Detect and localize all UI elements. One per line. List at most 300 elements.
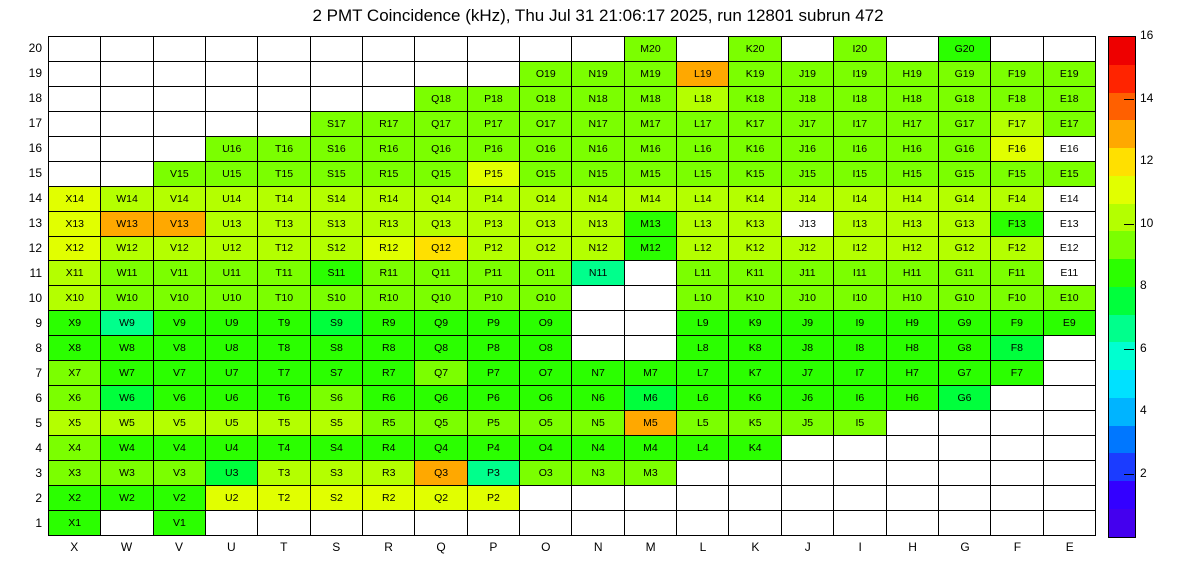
heatmap-cell-empty <box>467 510 519 535</box>
heatmap-cell: Q2 <box>415 485 467 510</box>
heatmap-cell: V5 <box>153 411 205 436</box>
heatmap-cell-empty <box>834 510 886 535</box>
heatmap-cell: S15 <box>310 161 362 186</box>
heatmap-cell-empty <box>258 111 310 136</box>
heatmap-cell: T12 <box>258 236 310 261</box>
heatmap-row <box>49 61 1096 86</box>
heatmap-cell: L11 <box>677 261 729 286</box>
heatmap-table <box>48 36 1096 536</box>
heatmap-cell: X13 <box>49 211 101 236</box>
heatmap-cell-empty <box>886 411 938 436</box>
colorbar-segment <box>1109 176 1135 204</box>
heatmap-cell: W4 <box>101 436 153 461</box>
heatmap-cell-empty <box>101 86 153 111</box>
heatmap-cell: G20 <box>938 37 990 62</box>
heatmap-cell: I20 <box>834 37 886 62</box>
heatmap-cell: T6 <box>258 386 310 411</box>
heatmap-cell: P12 <box>467 236 519 261</box>
heatmap-cell-empty <box>938 436 990 461</box>
heatmap-cell: S5 <box>310 411 362 436</box>
heatmap-cell: R13 <box>363 211 415 236</box>
heatmap-cell: S2 <box>310 485 362 510</box>
heatmap-cell-empty <box>938 460 990 485</box>
heatmap-cell-empty <box>415 61 467 86</box>
colorbar-segment <box>1109 370 1135 398</box>
heatmap-cell: L12 <box>677 236 729 261</box>
heatmap-cell-empty <box>886 460 938 485</box>
colorbar-segment <box>1109 426 1135 454</box>
heatmap-cell-empty <box>258 37 310 62</box>
heatmap-cell: F17 <box>991 111 1043 136</box>
heatmap-cell: U7 <box>206 361 258 386</box>
heatmap-cell: M18 <box>624 86 676 111</box>
heatmap-cell-empty <box>624 261 676 286</box>
colorbar-tick-label: 4 <box>1140 403 1147 417</box>
heatmap-cell-empty <box>1043 485 1095 510</box>
colorbar-tick-label: 8 <box>1140 278 1147 292</box>
heatmap-cell: R14 <box>363 186 415 211</box>
page-title: 2 PMT Coincidence (kHz), Thu Jul 31 21:06:17 2025, run 12801 subrun 472 <box>312 6 884 25</box>
heatmap-cell: J14 <box>781 186 833 211</box>
heatmap-row <box>49 211 1096 236</box>
heatmap-cell: H13 <box>886 211 938 236</box>
heatmap-cell-empty <box>258 510 310 535</box>
colorbar-tick-label: 14 <box>1140 90 1154 105</box>
heatmap-cell-empty <box>101 37 153 62</box>
y-axis-tick-label: 10 <box>28 290 42 305</box>
heatmap-cell: F8 <box>991 336 1043 361</box>
heatmap-row <box>49 510 1096 535</box>
heatmap-cell-empty <box>101 61 153 86</box>
heatmap-cell: J15 <box>781 161 833 186</box>
heatmap-cell-empty <box>363 510 415 535</box>
heatmap-cell: P16 <box>467 136 519 161</box>
heatmap-cell: W11 <box>101 261 153 286</box>
heatmap-cell: T4 <box>258 436 310 461</box>
heatmap-cell: X9 <box>49 311 101 336</box>
heatmap-cell: P8 <box>467 336 519 361</box>
heatmap-cell: K15 <box>729 161 781 186</box>
heatmap-cell-empty <box>520 485 572 510</box>
heatmap-cell-empty <box>624 336 676 361</box>
heatmap-cell: R5 <box>363 411 415 436</box>
heatmap-cell: M17 <box>624 111 676 136</box>
heatmap-cell: L5 <box>677 411 729 436</box>
colorbar-tick-label: 2 <box>1140 465 1147 480</box>
heatmap-cell: O13 <box>520 211 572 236</box>
heatmap-cell: S14 <box>310 186 362 211</box>
heatmap-cell: L4 <box>677 436 729 461</box>
heatmap-cell: S4 <box>310 436 362 461</box>
y-axis-tick-label: 2 <box>35 490 42 505</box>
x-axis-tick-label: X <box>70 540 79 554</box>
x-axis-tick-label: V <box>174 540 183 554</box>
heatmap-cell: V7 <box>153 361 205 386</box>
heatmap-cell-empty <box>153 111 205 136</box>
heatmap-cell: K19 <box>729 61 781 86</box>
heatmap-row <box>49 236 1096 261</box>
heatmap-cell: G19 <box>938 61 990 86</box>
heatmap-cell: U14 <box>206 186 258 211</box>
heatmap-cell: V8 <box>153 336 205 361</box>
heatmap-cell: M16 <box>624 136 676 161</box>
heatmap-cell: G9 <box>938 311 990 336</box>
heatmap-cell-empty <box>415 37 467 62</box>
heatmap-cell: S10 <box>310 286 362 311</box>
heatmap-cell-empty <box>49 61 101 86</box>
heatmap-cell: O18 <box>520 86 572 111</box>
heatmap-cell: N15 <box>572 161 624 186</box>
heatmap-cell-empty <box>49 86 101 111</box>
colorbar-segment <box>1109 120 1135 148</box>
x-axis-tick-label: R <box>384 540 393 554</box>
heatmap-cell: U9 <box>206 311 258 336</box>
heatmap-cell: K13 <box>729 211 781 236</box>
heatmap-cell-empty <box>834 436 886 461</box>
heatmap-cell: I7 <box>834 361 886 386</box>
heatmap-cell: J17 <box>781 111 833 136</box>
heatmap-cell: F15 <box>991 161 1043 186</box>
heatmap-cell: J19 <box>781 61 833 86</box>
colorbar-tick-label: 16 <box>1140 28 1154 42</box>
heatmap-cell: P3 <box>467 460 519 485</box>
x-axis-tick-label: L <box>699 540 707 554</box>
heatmap-cell: P2 <box>467 485 519 510</box>
heatmap-cell: G8 <box>938 336 990 361</box>
heatmap-cell: X11 <box>49 261 101 286</box>
heatmap-cell-empty <box>781 460 833 485</box>
heatmap-cell: W10 <box>101 286 153 311</box>
heatmap-cell: F18 <box>991 86 1043 111</box>
heatmap-cell: H19 <box>886 61 938 86</box>
heatmap-cell: E19 <box>1043 61 1095 86</box>
heatmap-cell: K4 <box>729 436 781 461</box>
heatmap-cell: U11 <box>206 261 258 286</box>
heatmap-cell: P15 <box>467 161 519 186</box>
heatmap-cell-empty <box>572 311 624 336</box>
heatmap-cell: R4 <box>363 436 415 461</box>
heatmap-row <box>49 386 1096 411</box>
heatmap-cell: K6 <box>729 386 781 411</box>
heatmap-cell: E11 <box>1043 261 1095 286</box>
x-axis-tick-label: K <box>751 540 760 554</box>
heatmap-cell: X1 <box>49 510 101 535</box>
heatmap-cell: Q18 <box>415 86 467 111</box>
heatmap-cell-empty <box>624 485 676 510</box>
heatmap-row <box>49 136 1096 161</box>
heatmap-cell: H15 <box>886 161 938 186</box>
heatmap-cell: H11 <box>886 261 938 286</box>
heatmap-cell: Q5 <box>415 411 467 436</box>
heatmap-cell: X3 <box>49 460 101 485</box>
heatmap-cell: Q16 <box>415 136 467 161</box>
heatmap-cell-empty <box>624 286 676 311</box>
heatmap-cell-empty <box>1043 386 1095 411</box>
heatmap-cell-empty <box>991 37 1043 62</box>
heatmap-cell: W7 <box>101 361 153 386</box>
heatmap-cell: J8 <box>781 336 833 361</box>
heatmap-cell: P6 <box>467 386 519 411</box>
heatmap-cell-empty <box>206 86 258 111</box>
heatmap-cell: E18 <box>1043 86 1095 111</box>
heatmap-cell: U13 <box>206 211 258 236</box>
heatmap-cell-empty <box>206 510 258 535</box>
heatmap-cell: E14 <box>1043 186 1095 211</box>
heatmap-cell: V10 <box>153 286 205 311</box>
heatmap-cell-empty <box>781 510 833 535</box>
x-axis-tick-label: H <box>908 540 917 554</box>
x-axis-tick-label: P <box>489 540 498 554</box>
y-axis-tick-label: 12 <box>28 240 42 255</box>
heatmap-cell: L15 <box>677 161 729 186</box>
heatmap-cell-empty <box>572 286 624 311</box>
y-axis-tick-label: 6 <box>35 390 42 405</box>
heatmap-cell-empty <box>49 161 101 186</box>
heatmap-row <box>49 311 1096 336</box>
y-axis-tick-label: 13 <box>28 215 42 230</box>
heatmap-cell: W3 <box>101 460 153 485</box>
heatmap-cell: T14 <box>258 186 310 211</box>
colorbar-segment <box>1109 481 1135 509</box>
heatmap-cell: M7 <box>624 361 676 386</box>
heatmap-cell: K14 <box>729 186 781 211</box>
y-axis-tick-label: 15 <box>28 165 42 180</box>
heatmap-cell: Q17 <box>415 111 467 136</box>
x-axis-tick-label: S <box>332 540 341 554</box>
heatmap-cell: J9 <box>781 311 833 336</box>
heatmap-cell: E17 <box>1043 111 1095 136</box>
heatmap-row <box>49 336 1096 361</box>
heatmap-cell: R10 <box>363 286 415 311</box>
heatmap-cell: G17 <box>938 111 990 136</box>
heatmap-cell: W6 <box>101 386 153 411</box>
heatmap-cell: T11 <box>258 261 310 286</box>
heatmap-cell-empty <box>834 485 886 510</box>
heatmap-cell: U6 <box>206 386 258 411</box>
heatmap-cell: I17 <box>834 111 886 136</box>
heatmap-cell: V12 <box>153 236 205 261</box>
heatmap-cell: Q3 <box>415 460 467 485</box>
heatmap-cell-empty <box>991 386 1043 411</box>
heatmap-cell: Q7 <box>415 361 467 386</box>
heatmap-cell: O5 <box>520 411 572 436</box>
heatmap-cell: F13 <box>991 211 1043 236</box>
heatmap-cell: Q8 <box>415 336 467 361</box>
colorbar-segment <box>1109 398 1135 426</box>
heatmap-cell: L17 <box>677 111 729 136</box>
heatmap-cell: S16 <box>310 136 362 161</box>
heatmap-cell: I13 <box>834 211 886 236</box>
heatmap-cell: Q13 <box>415 211 467 236</box>
heatmap-cell: P11 <box>467 261 519 286</box>
heatmap-cell: T2 <box>258 485 310 510</box>
heatmap-cell: M6 <box>624 386 676 411</box>
heatmap-cell: T15 <box>258 161 310 186</box>
y-axis-tick-label: 5 <box>35 415 42 430</box>
heatmap-cell: H18 <box>886 86 938 111</box>
heatmap-cell: M3 <box>624 460 676 485</box>
heatmap-cell: H10 <box>886 286 938 311</box>
heatmap-cell-empty <box>729 460 781 485</box>
heatmap-cell: R3 <box>363 460 415 485</box>
heatmap-cell-empty <box>101 161 153 186</box>
heatmap-cell: W14 <box>101 186 153 211</box>
heatmap-cell-empty <box>1043 460 1095 485</box>
heatmap-cell: P18 <box>467 86 519 111</box>
heatmap-cell: N18 <box>572 86 624 111</box>
heatmap-grid <box>48 36 1096 536</box>
heatmap-cell-empty <box>310 510 362 535</box>
heatmap-cell-empty <box>834 460 886 485</box>
colorbar-segment <box>1109 342 1135 370</box>
heatmap-cell: F14 <box>991 186 1043 211</box>
heatmap-cell: Q6 <box>415 386 467 411</box>
heatmap-row <box>49 186 1096 211</box>
heatmap-cell: N3 <box>572 460 624 485</box>
heatmap-cell-empty <box>781 436 833 461</box>
colorbar-tick-label: 12 <box>1140 153 1154 167</box>
heatmap-cell: G7 <box>938 361 990 386</box>
heatmap-cell-empty <box>49 111 101 136</box>
heatmap-cell: N6 <box>572 386 624 411</box>
heatmap-cell: J6 <box>781 386 833 411</box>
heatmap-cell: N17 <box>572 111 624 136</box>
heatmap-cell-empty <box>363 37 415 62</box>
heatmap-cell: H9 <box>886 311 938 336</box>
heatmap-row <box>49 261 1096 286</box>
heatmap-cell: J16 <box>781 136 833 161</box>
heatmap-row <box>49 361 1096 386</box>
heatmap-cell: Q11 <box>415 261 467 286</box>
heatmap-cell: O14 <box>520 186 572 211</box>
heatmap-cell: I18 <box>834 86 886 111</box>
heatmap-cell-empty <box>938 411 990 436</box>
colorbar-tick-label: 6 <box>1140 340 1147 355</box>
heatmap-cell: P9 <box>467 311 519 336</box>
heatmap-cell: U12 <box>206 236 258 261</box>
heatmap-cell: L9 <box>677 311 729 336</box>
y-axis-tick-label: 7 <box>35 365 42 380</box>
heatmap-cell: W9 <box>101 311 153 336</box>
heatmap-cell-empty <box>49 37 101 62</box>
heatmap-cell: N16 <box>572 136 624 161</box>
heatmap-cell: T13 <box>258 211 310 236</box>
y-axis-tick-label: 16 <box>28 140 42 155</box>
heatmap-cell-empty <box>991 510 1043 535</box>
heatmap-cell-empty <box>258 86 310 111</box>
heatmap-cell: G6 <box>938 386 990 411</box>
heatmap-cell: X4 <box>49 436 101 461</box>
heatmap-cell: M14 <box>624 186 676 211</box>
heatmap-cell: V4 <box>153 436 205 461</box>
heatmap-cell: P10 <box>467 286 519 311</box>
heatmap-cell: G18 <box>938 86 990 111</box>
heatmap-cell: W5 <box>101 411 153 436</box>
heatmap-cell: N12 <box>572 236 624 261</box>
heatmap-cell: R8 <box>363 336 415 361</box>
heatmap-cell: R7 <box>363 361 415 386</box>
heatmap-cell-empty <box>467 37 519 62</box>
heatmap-cell: H17 <box>886 111 938 136</box>
heatmap-cell-empty <box>572 37 624 62</box>
heatmap-cell: S12 <box>310 236 362 261</box>
x-axis-tick-label: G <box>960 540 970 554</box>
heatmap-cell-empty <box>310 37 362 62</box>
heatmap-cell: E12 <box>1043 236 1095 261</box>
colorbar-tick <box>1124 349 1134 350</box>
heatmap-cell-empty <box>467 61 519 86</box>
heatmap-cell: S11 <box>310 261 362 286</box>
x-axis-tick-label: N <box>593 540 603 554</box>
heatmap-cell: G16 <box>938 136 990 161</box>
heatmap-cell: L6 <box>677 386 729 411</box>
heatmap-cell: P13 <box>467 211 519 236</box>
heatmap-cell: M20 <box>624 37 676 62</box>
heatmap-cell: N5 <box>572 411 624 436</box>
heatmap-cell: J10 <box>781 286 833 311</box>
heatmap-cell: O6 <box>520 386 572 411</box>
heatmap-cell-empty <box>153 136 205 161</box>
heatmap-cell: F19 <box>991 61 1043 86</box>
heatmap-cell: Q4 <box>415 436 467 461</box>
heatmap-cell-empty <box>938 485 990 510</box>
heatmap-cell-empty <box>153 61 205 86</box>
heatmap-cell: R15 <box>363 161 415 186</box>
heatmap-cell-empty <box>101 510 153 535</box>
heatmap-cell: L7 <box>677 361 729 386</box>
heatmap-cell: F12 <box>991 236 1043 261</box>
heatmap-cell: Q15 <box>415 161 467 186</box>
heatmap-cell-empty <box>677 37 729 62</box>
heatmap-cell: J11 <box>781 261 833 286</box>
colorbar <box>1108 36 1136 538</box>
heatmap-cell: X10 <box>49 286 101 311</box>
colorbar-tick <box>1124 474 1134 475</box>
heatmap-cell: K5 <box>729 411 781 436</box>
heatmap-cell: U8 <box>206 336 258 361</box>
y-axis-tick-label: 3 <box>35 465 42 480</box>
heatmap-cell: G11 <box>938 261 990 286</box>
heatmap-cell: E15 <box>1043 161 1095 186</box>
heatmap-cell: R2 <box>363 485 415 510</box>
heatmap-cell: N19 <box>572 61 624 86</box>
heatmap-cell: V13 <box>153 211 205 236</box>
heatmap-cell: X8 <box>49 336 101 361</box>
y-axis-tick-label: 8 <box>35 340 42 355</box>
heatmap-cell-empty <box>1043 510 1095 535</box>
x-axis-tick-label: J <box>804 540 811 554</box>
heatmap-cell: S8 <box>310 336 362 361</box>
heatmap-cell: R17 <box>363 111 415 136</box>
heatmap-cell: X12 <box>49 236 101 261</box>
heatmap-cell: P7 <box>467 361 519 386</box>
heatmap-cell-empty <box>310 61 362 86</box>
heatmap-cell-empty <box>153 86 205 111</box>
heatmap-cell: U16 <box>206 136 258 161</box>
heatmap-cell: T10 <box>258 286 310 311</box>
heatmap-cell: I11 <box>834 261 886 286</box>
heatmap-cell: O3 <box>520 460 572 485</box>
heatmap-cell: X6 <box>49 386 101 411</box>
heatmap-cell: G15 <box>938 161 990 186</box>
heatmap-cell-empty <box>1043 361 1095 386</box>
heatmap-row <box>49 485 1096 510</box>
heatmap-cell: T16 <box>258 136 310 161</box>
heatmap-cell: J7 <box>781 361 833 386</box>
y-axis-tick-label: 19 <box>28 65 42 80</box>
heatmap-cell: G14 <box>938 186 990 211</box>
heatmap-cell: L10 <box>677 286 729 311</box>
